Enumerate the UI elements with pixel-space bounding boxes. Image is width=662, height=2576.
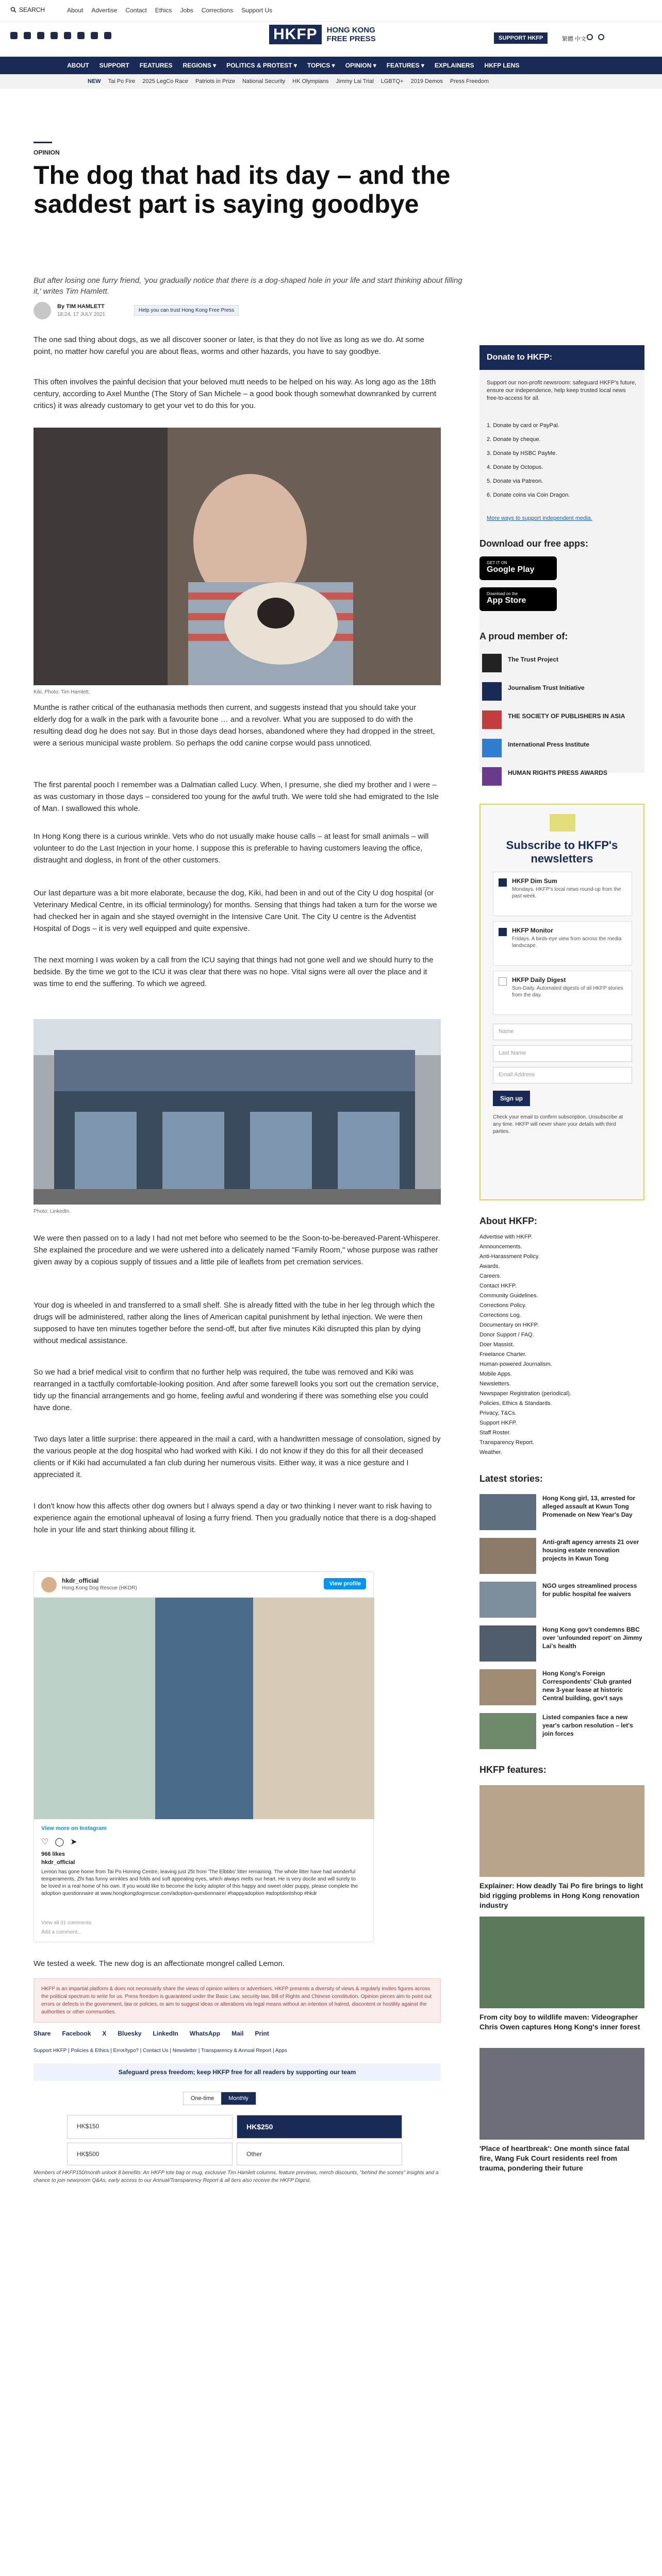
cityu-centre-illustration: [34, 1019, 441, 1205]
x-icon[interactable]: [10, 32, 18, 39]
trending-item[interactable]: HK Olympians: [292, 78, 329, 84]
instagram-actions: [41, 1837, 77, 1847]
trending-item[interactable]: Jimmy Lai Trial: [336, 78, 374, 84]
trending-item[interactable]: Patriots in Prize: [195, 78, 235, 84]
article-title: The dog that had its day – and the saddest part is saying goodbye: [34, 161, 451, 218]
photo-caption: Photo: LinkedIn.: [34, 1209, 71, 1214]
about-link[interactable]: Announcements.: [479, 1244, 522, 1250]
story-headline: Hong Kong gov't condemns BBC over 'unfounded report' on Jimmy Lai's health: [542, 1626, 642, 1650]
feature-story[interactable]: [479, 2048, 644, 2173]
story-thumbnail: [479, 1669, 536, 1705]
nav-regions[interactable]: REGIONS ▾: [183, 62, 217, 69]
logo-mark: HKFP: [269, 25, 322, 44]
nav-explainers[interactable]: EXPLAINERS: [434, 62, 474, 69]
instagram-username[interactable]: hkdr_official: [41, 1859, 75, 1866]
about-link[interactable]: Donor Support / FAQ.: [479, 1332, 534, 1338]
instagram-user[interactable]: hkdr_official: [62, 1577, 99, 1584]
article-photo-cityu: [34, 1019, 441, 1205]
name-field[interactable]: Name: [493, 1024, 632, 1040]
donate-option[interactable]: 4. Donate by Octopus.: [487, 464, 543, 470]
newsletter-desc: Fridays. A birds-eye view from across the media landscape.: [512, 936, 622, 948]
instagram-image-left: [34, 1598, 155, 1819]
share-whatsapp[interactable]: WhatsApp: [189, 2030, 221, 2037]
about-link[interactable]: Mobile Apps.: [479, 1371, 512, 1377]
toggle-monthly[interactable]: Monthly: [221, 2092, 256, 2105]
article-paragraph: We were then passed on to a lady I had not met before who seemed to be the Soon-to-be-bereaved-Parent-Whisperer. She explained the procedure and we were ushered into a delicately named "Family Room," whose purpose was rather given away by a copious supply of tissues and a little pile of leaflets from pet cremation services.: [34, 1234, 440, 1266]
member-name: International Press Institute: [508, 741, 590, 748]
latest-story[interactable]: [479, 1713, 644, 1749]
youtube-icon[interactable]: [64, 32, 71, 39]
about-title: About HKFP:: [479, 1216, 537, 1226]
member-name: Journalism Trust Initiative: [508, 684, 585, 691]
latest-story[interactable]: [479, 1625, 644, 1662]
share-x[interactable]: X: [102, 2030, 107, 2037]
members-benefits-text: Members of HKFP150/month unlock 8 benefits: An HKFP tote bag or mug, exclusive Tim Hamlett columns, feature previews, merch discounts, "behind the scenes" insights and a chance to join newsroom Q&As, early access to our Annual/Transparency Report & all tiers also receive the HKFP Digest.: [34, 2170, 439, 2183]
view-profile-button[interactable]: View profile: [324, 1578, 366, 1589]
feature-headline: From city boy to wildlife maven: Videographer Chris Owen captures Hong Kong's inner forest: [479, 2013, 640, 2031]
search-icon: [10, 7, 16, 13]
instagram-image-right: [253, 1598, 374, 1819]
mastodon-icon[interactable]: [91, 32, 98, 39]
latest-title: Latest stories:: [479, 1473, 543, 1484]
latest-story[interactable]: [479, 1494, 644, 1530]
newsletter-desc: Mondays. HKFP's local news round-up from the past week.: [512, 887, 621, 899]
member-sopa[interactable]: [482, 708, 647, 731]
share-row: [34, 2030, 269, 2037]
app-store-button[interactable]: [479, 587, 557, 611]
article-paragraph: We tested a week. The new dog is an affectionate mongrel called Lemon.: [34, 1959, 285, 1968]
donate-option[interactable]: 1. Donate by card or PayPal.: [487, 422, 559, 429]
article-photo-kiki: [34, 428, 441, 685]
donate-options: [487, 422, 637, 506]
about-link[interactable]: Privacy, T&Cs.: [479, 1410, 517, 1416]
safeguard-banner[interactable]: Safeguard press freedom; keep HKFP free for all readers by supporting our team: [34, 2063, 441, 2081]
toplink-support[interactable]: Support Us: [241, 7, 273, 14]
jti-icon: [482, 682, 502, 701]
add-comment-field[interactable]: Add a comment...: [41, 1929, 82, 1935]
about-link[interactable]: Doer Massist.: [479, 1342, 515, 1348]
about-link[interactable]: Weather.: [479, 1449, 502, 1455]
about-link[interactable]: Corrections Log.: [479, 1312, 521, 1318]
donation-frequency-toggle: [183, 2092, 256, 2105]
about-link[interactable]: Newsletters.: [479, 1381, 511, 1387]
newsletter-name: HKFP Monitor: [512, 927, 553, 934]
about-link[interactable]: Staff Roster.: [479, 1430, 511, 1436]
article-paragraph: In Hong Kong there is a curious wrinkle. Vets who do not usually make house calls – at least for small animals – will volunteer to do the Last Injection in your home. I suppose this is preferable to having customers leaving the office, distraught and dogless, in front of the other customers.: [34, 832, 429, 865]
checkbox-checked[interactable]: [499, 878, 507, 887]
about-link[interactable]: Anti-Harassment Policy.: [479, 1253, 540, 1260]
nav-opinion[interactable]: OPINION ▾: [345, 62, 376, 69]
trending-item[interactable]: 2019 Demos: [410, 78, 443, 84]
view-more-instagram-link[interactable]: View more on Instagram: [41, 1825, 107, 1832]
amount-option[interactable]: HK$150: [67, 2115, 233, 2139]
top-links: [67, 7, 272, 14]
newsletter-name: HKFP Dim Sum: [512, 877, 557, 885]
member-name: The Trust Project: [508, 656, 559, 663]
member-hrpa[interactable]: [482, 765, 647, 788]
section-label[interactable]: OPINION: [34, 149, 60, 156]
kiki-photo-illustration: [34, 428, 441, 685]
nav-support[interactable]: SUPPORT: [99, 62, 129, 69]
heart-icon[interactable]: ♡: [41, 1838, 49, 1846]
newsletter-option[interactable]: [493, 872, 632, 916]
search-button[interactable]: [10, 6, 45, 13]
trending-item[interactable]: 2025 LegCo Race: [142, 78, 188, 84]
latest-story[interactable]: [479, 1669, 644, 1705]
logo-name: [327, 26, 376, 43]
features-title: HKFP features:: [479, 1765, 547, 1775]
google-play-button[interactable]: [479, 556, 557, 580]
email-field[interactable]: Email Address: [493, 1067, 632, 1083]
trending-item[interactable]: Press Freedom: [450, 78, 489, 84]
toplink-ethics[interactable]: Ethics: [155, 7, 172, 14]
share-facebook[interactable]: Facebook: [62, 2030, 91, 2037]
article-dek: But after losing one furry friend, 'you gradually notice that there is a dog-shaped hole in your life and start thinking about filling it,' writes Tim Hamlett.: [34, 276, 462, 296]
newsletter-name: HKFP Daily Digest: [512, 976, 566, 984]
article-paragraph: Two days later a little surprise: there appeared in the mail a card, with a handwritten message of consolation, signed by the various people at the dog hospital who had worked with Kiki. I do not know if they do this for all their deceased clients or if Kiki had accumulated a fan club during her numerous visits. Either way, it was a nice gesture and I appreciated it.: [34, 1435, 441, 1479]
section-divider: [34, 142, 52, 143]
toplink-about[interactable]: About: [67, 7, 84, 14]
amount-option-other[interactable]: Other: [237, 2143, 402, 2165]
about-list: [479, 1234, 644, 1459]
checkbox-unchecked[interactable]: [499, 977, 507, 986]
about-link[interactable]: Awards.: [479, 1263, 500, 1269]
feature-story[interactable]: [479, 1917, 644, 2032]
about-link[interactable]: Transparency Report.: [479, 1439, 534, 1446]
nav-about[interactable]: ABOUT: [67, 62, 89, 69]
social-links: [10, 32, 111, 39]
story-thumbnail: [479, 1625, 536, 1662]
about-link[interactable]: Careers.: [479, 1273, 502, 1279]
article-paragraph: So we had a brief medical visit to confirm that no further help was required, the tube was removed and Kiki was rearranged in a tactfully comfortable-looking position. And after some farewell looks you sort out the cremation service, tidy up the financial arrangements and go home, feeling awful and wondering if there was something else you could have done.: [34, 1368, 439, 1412]
nav-lens[interactable]: HKFP LENS: [484, 62, 520, 69]
about-link[interactable]: Newspaper Registration (periodical).: [479, 1391, 571, 1397]
member-trust-project[interactable]: [482, 652, 647, 674]
instagram-subtitle: Hong Kong Dog Rescue (HKDR): [62, 1585, 137, 1591]
instagram-embed: [34, 1571, 374, 1942]
feature-thumbnail: [479, 1917, 644, 2008]
rss-icon[interactable]: [104, 32, 111, 39]
member-name: THE SOCIETY OF PUBLISHERS IN ASIA: [508, 713, 625, 720]
author-avatar: [34, 302, 51, 319]
site-logo[interactable]: [269, 25, 376, 44]
about-link[interactable]: Advertise with HKFP.: [479, 1234, 533, 1240]
member-jti[interactable]: [482, 680, 647, 703]
last-name-field[interactable]: Last Name: [493, 1045, 632, 1062]
donate-option[interactable]: 2. Donate by cheque.: [487, 436, 541, 443]
threads-icon[interactable]: [51, 32, 58, 39]
newsletter-desc: Sun-Daily. Automated digests of all HKFP stories from the day.: [512, 986, 623, 998]
trending-item[interactable]: National Security: [242, 78, 286, 84]
about-link[interactable]: Contact HKFP.: [479, 1283, 517, 1289]
google-play-small: GET IT ON: [487, 561, 507, 565]
lang-label: 繁體: [562, 36, 573, 42]
article-paragraph: The first parental pooch I remember was a Dalmatian called Lucy. When, I presume, she died my brother and I were – as was customary in those days – considered too young for the awful truth. We were told she had emigrated to the Isle of Man. I swallowed this whole.: [34, 781, 439, 813]
share-print[interactable]: Print: [255, 2030, 269, 2037]
instagram-icon[interactable]: [37, 32, 44, 39]
article-paragraph: Your dog is wheeled in and transferred to a small shelf. She is already fitted with the tube in her leg through which the drugs will be administered, rather along the lines of American capital punishment by lethal injection. We were then supposed to have ten minutes together before the send-off, but after five minutes Kiki disrupted this plan by dying without medical assistance.: [34, 1301, 435, 1345]
header-tools: [587, 34, 604, 40]
member-ipi[interactable]: [482, 737, 647, 759]
help-you-can-trust-button[interactable]: Help you can trust Hong Kong Free Press: [134, 305, 239, 316]
photo-caption: Kiki. Photo: Tim Hamlett.: [34, 689, 90, 695]
instagram-likes: 966 likes: [41, 1851, 65, 1857]
opinion-disclaimer: HKFP is an impartial platform & does not necessarily share the views of opinion writers or advertisers. HKFP presents a diversity of views & regularly invites figures across the political spectrum to write for us. Press freedom is guaranteed under the Basic Law, security law, Bill of Rights and Chinese constitution. Opinion pieces aim to point out errors or defects in the government, law or policies, or aim to suggest ideas or alterations via legal means without an intention of hatred, discontent or hostility against the authorities or other communities.: [34, 1978, 441, 2023]
toplink-jobs[interactable]: Jobs: [180, 7, 193, 14]
sign-up-button[interactable]: Sign up: [493, 1091, 530, 1106]
view-comments-link[interactable]: View all 31 comments: [41, 1920, 92, 1926]
story-thumbnail: [479, 1713, 536, 1749]
nav-features-2[interactable]: FEATURES ▾: [386, 62, 424, 69]
support-hkfp-button[interactable]: SUPPORT HKFP: [494, 32, 548, 44]
dark-mode-icon[interactable]: [587, 34, 593, 40]
byline: [34, 302, 477, 323]
instagram-header: [34, 1572, 373, 1598]
share-label: Share: [34, 2030, 51, 2037]
donate-option[interactable]: 3. Donate by HSBC PayMe.: [487, 450, 557, 456]
amount-option-selected[interactable]: HK$250: [237, 2115, 402, 2139]
hrpa-icon: [482, 767, 502, 786]
toggle-one-time[interactable]: One-time: [191, 2095, 214, 2102]
share-icon[interactable]: ➤: [70, 1838, 77, 1846]
donation-amounts: [67, 2115, 402, 2165]
logo-name-line2: FREE PRESS: [326, 35, 376, 43]
newsletter-fine-print: Check your email to confirm subscription. Unsubscribe at any time. HKFP will never share your details with third parties.: [493, 1114, 623, 1134]
facebook-icon[interactable]: [24, 32, 31, 39]
main-nav: [0, 57, 662, 74]
checkbox-checked[interactable]: [499, 928, 507, 936]
article-paragraph: Munthe is rather critical of the euthanasia methods then current, and suggests instead that you should take your elderly dog for a walk in the park with a favourite bone … and a revolver. What you are supposed to do with the resulting dead dog he does not say. But in those days dead horses, abandoned where they had dropped in the street, were a serious municipal waste problem. So perhaps the odd canine corpse would pass unnoticed.: [34, 703, 435, 748]
toplink-corrections[interactable]: Corrections: [201, 7, 234, 14]
about-link[interactable]: Freelance Charter.: [479, 1351, 527, 1358]
trending-item[interactable]: LGBTQ+: [380, 78, 404, 84]
apps-title: Download our free apps:: [479, 538, 589, 549]
share-linkedin[interactable]: LinkedIn: [153, 2030, 178, 2037]
more-ways-link[interactable]: More ways to support independent media.: [487, 515, 592, 521]
latest-story[interactable]: [479, 1538, 644, 1574]
article-paragraph: The next morning I was woken by a call from the ICU saying that things had not gone well and we should hurry to the bedside. By the time we got to the ICU it was clear that there was no hope. Vital signs were all over the place and it was time to end the suffering. To which we agreed.: [34, 956, 434, 988]
lang-label-2: 中文: [575, 36, 587, 42]
story-thumbnail: [479, 1494, 536, 1530]
about-link[interactable]: Human-powered Journalism.: [479, 1361, 552, 1367]
member-title: A proud member of:: [479, 631, 568, 641]
toplink-advertise[interactable]: Advertise: [91, 7, 118, 14]
trending-new-label: NEW: [88, 78, 101, 84]
account-icon[interactable]: [598, 34, 604, 40]
nav-topics[interactable]: TOPICS ▾: [307, 62, 335, 69]
sopa-icon: [482, 710, 502, 729]
envelope-icon: [550, 814, 575, 832]
about-link[interactable]: Documentary on HKFP.: [479, 1322, 539, 1328]
donate-option[interactable]: 5. Donate via Patreon.: [487, 478, 543, 484]
feature-thumbnail: [479, 1785, 644, 1877]
newsletter-option[interactable]: [493, 971, 632, 1015]
article-paragraph: This often involves the painful decision that your beloved mutt needs to be helped on his way. As long ago as the 18th century, according to Axel Munthe (The Story of San Michele – a good book though somewhat downranked by current critics) it was already customary to get your vet to do this for you.: [34, 378, 437, 410]
instagram-image-middle: [155, 1598, 253, 1819]
instagram-image[interactable]: [34, 1598, 373, 1819]
about-link[interactable]: Community Guidelines.: [479, 1293, 538, 1299]
feature-story[interactable]: [479, 1785, 644, 1910]
about-link[interactable]: Support HKFP.: [479, 1420, 517, 1426]
member-name: HUMAN RIGHTS PRESS AWARDS: [508, 769, 607, 776]
story-thumbnail: [479, 1538, 536, 1574]
comment-icon[interactable]: ◯: [55, 1838, 64, 1846]
story-headline: NGO urges streamlined process for public hospital fee waivers: [542, 1582, 637, 1598]
app-store-small: Download on the: [487, 591, 518, 596]
linkedin-icon[interactable]: [77, 32, 85, 39]
trending-item[interactable]: Tai Po Fire: [108, 78, 136, 84]
latest-story[interactable]: [479, 1582, 644, 1618]
share-mail[interactable]: Mail: [231, 2030, 244, 2037]
footer-links[interactable]: Support HKFP | Policies & Ethics | Error/typo? | Contact Us | Newsletter | Transparency & Annual Report | Apps: [34, 2048, 287, 2054]
top-bar: [0, 0, 662, 22]
newsletter-box: [479, 804, 644, 1200]
share-bluesky[interactable]: Bluesky: [118, 2030, 142, 2037]
logo-name-line1: HONG KONG: [326, 26, 375, 35]
trust-project-icon: [482, 654, 502, 672]
newsletter-title: Subscribe to HKFP's newsletters: [506, 839, 618, 865]
feature-headline: 'Place of heartbreak': One month since fatal fire, Wang Fuk Court residents reel from trauma, pondering their future: [479, 2144, 630, 2172]
author-name[interactable]: By TIM HAMLETT: [57, 303, 105, 310]
story-thumbnail: [479, 1582, 536, 1618]
donate-intro: Support our non-profit newsroom: safeguard HKFP's future, ensure our independence, help keep trusted local news free-to-access for all.: [487, 380, 637, 401]
about-link[interactable]: Policies, Ethics & Standards.: [479, 1400, 552, 1406]
app-store-big: App Store: [487, 596, 526, 605]
donate-option[interactable]: 6. Donate coins via Coin Dragon.: [487, 492, 570, 498]
feature-thumbnail: [479, 2048, 644, 2140]
story-headline: Hong Kong girl, 13, arrested for alleged assault at Kwun Tong Promenade on New Year's Day: [542, 1495, 636, 1518]
ipi-icon: [482, 739, 502, 757]
instagram-caption: Lemon has gone home from Tai Po Homing Centre, leaving just 25t from 'The Elbbbs' litter remaining. The whole litter have had wonderful temperaments, Zhi has funny wrinkles and folds and soft appealing eyes, which always melts our heart. He is very docile and will surely to be loved in a real home of his own. If you would like to become the lucky adopter of this happy and sweet older puppy, please complete the adoption questionnaire at www.hongkongdogrescue.com/adoption-questionnaire/ #happyadoption #adoptdontshop #hkdr: [41, 1869, 358, 1896]
feature-headline: Explainer: How deadly Tai Po fire brings to light bid rigging problems in Hong Kong renovation industry: [479, 1882, 643, 1909]
search-label: SEARCH: [19, 6, 45, 13]
amount-option[interactable]: HK$500: [67, 2143, 233, 2165]
about-link[interactable]: Corrections Policy.: [479, 1302, 526, 1309]
article-paragraph: The one sad thing about dogs, as we all discover sooner or later, is that they do not live as long as we do. At some point, no matter how careful you are about fleas, worms and other hazards, you have to say goodbye.: [34, 335, 424, 356]
article-paragraph: Our last departure was a bit more elaborate, because the dog, Kiki, had been in and out of the City U dog hospital (or Veterinary Medical Centre, in its official terminology) for months. Sensing that things had taken a turn for the worse we had checked her in again and she stayed overnight in the Intensive Care Unit. The City U centre is the Adventist Hospital of Dogs – it is very well equipped and quite expensive.: [34, 889, 437, 933]
trending-bar: [0, 74, 662, 89]
nav-politics[interactable]: POLITICS & PROTEST ▾: [226, 62, 297, 69]
story-headline: Anti-graft agency arrests 21 over housing estate renovation projects in Kwun Tong: [542, 1538, 639, 1562]
google-play-big: Google Play: [487, 565, 535, 574]
story-headline: Hong Kong's Foreign Correspondents' Club granted new 3-year lease at historic Central building, gov't says: [542, 1670, 632, 1702]
newsletter-option[interactable]: [493, 921, 632, 965]
instagram-avatar[interactable]: [41, 1577, 57, 1592]
language-switch[interactable]: [562, 35, 586, 43]
donate-title: Donate to HKFP:: [479, 345, 644, 370]
story-headline: Listed companies face a new year's carbon resolution – let's join forces: [542, 1714, 633, 1737]
toplink-contact[interactable]: Contact: [125, 7, 147, 14]
publish-date: 18:24, 17 JULY 2021: [57, 312, 106, 317]
article-paragraph: I don't know how this affects other dog owners but I always spend a day or two thinking I never want to risk having to experience again the emotional upheaval of losing a furry friend. Then you gradually notice that there is a dog-shaped hole in your life and start thinking about filling it.: [34, 1502, 436, 1534]
nav-features[interactable]: FEATURES: [139, 62, 173, 69]
